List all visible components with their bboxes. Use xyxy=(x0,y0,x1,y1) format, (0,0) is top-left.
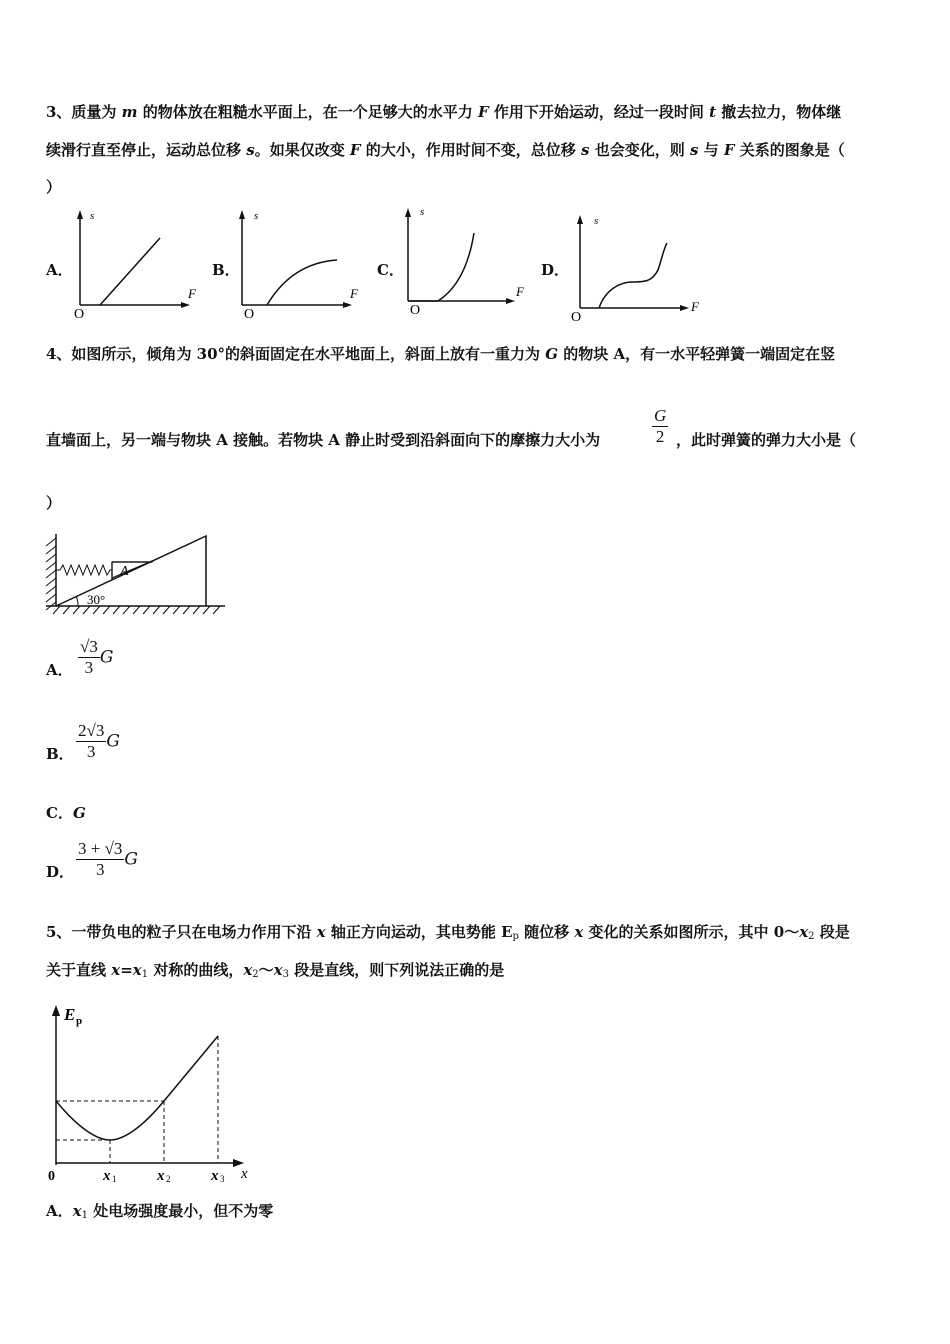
ground-hatch xyxy=(53,606,220,614)
q4-option-d-expr xyxy=(76,839,138,880)
q4-option-b-label: B． xyxy=(46,745,74,763)
curve xyxy=(438,233,474,301)
q5-stem-line-2 xyxy=(46,960,504,985)
var-G: G xyxy=(99,647,114,668)
subscript: p xyxy=(512,931,519,942)
q4-option-c xyxy=(46,803,86,823)
var-x: x xyxy=(273,961,283,979)
q4-option-b-expr xyxy=(76,721,120,762)
var-G: G xyxy=(72,804,86,822)
var-F: F xyxy=(723,141,735,159)
text: 的大小，作用时间不变，总位移 xyxy=(360,141,582,159)
curve xyxy=(599,243,667,308)
text: 与 xyxy=(698,141,724,159)
subscript: 2 xyxy=(808,931,815,942)
q3-option-b-label: B． xyxy=(212,261,240,279)
x-arrow-icon xyxy=(181,302,190,308)
q3-option-a-label: A． xyxy=(46,261,73,279)
angle-arc xyxy=(76,596,78,606)
fraction-numerator: G xyxy=(654,406,667,425)
text: 轴正方向运动，其电势能 E xyxy=(325,923,513,941)
x-label: F xyxy=(350,286,358,301)
y-label: E xyxy=(64,1005,76,1024)
text: 直墙面上，另一端与物块 A 接触。若物块 A 静止时受到沿斜面向下的摩擦力大小为 xyxy=(46,431,601,449)
q4-stem-line-2-end: ，此时弹簧的弹力大小是（ xyxy=(676,431,857,449)
y-label: s xyxy=(90,210,95,222)
incline xyxy=(56,536,206,606)
subscript: 3 xyxy=(282,969,289,980)
fraction-denominator: 3 xyxy=(76,859,124,880)
x-arrow-icon xyxy=(506,298,515,304)
angle-label: 30° xyxy=(87,592,106,607)
y-label: s xyxy=(420,206,425,218)
tick-x2: x xyxy=(157,1168,165,1184)
curve xyxy=(267,260,337,305)
var-s: s xyxy=(246,141,255,159)
q4-stem-line-2 xyxy=(46,430,600,450)
x-arrow-icon xyxy=(343,302,352,308)
text: 随位移 xyxy=(518,923,575,941)
x-arrow-icon xyxy=(680,305,689,311)
var-F: F xyxy=(349,141,361,159)
text: 。如果仅改变 xyxy=(254,141,350,159)
ep-curve xyxy=(56,1101,164,1140)
option-label: C． xyxy=(46,804,73,822)
fraction-numerator: √3 xyxy=(80,637,98,656)
var-x: x xyxy=(243,961,253,979)
block-a xyxy=(112,561,152,578)
var-s: s xyxy=(689,141,699,159)
q4-fraction-g-over-2 xyxy=(652,406,668,447)
curve xyxy=(100,238,160,305)
var-x: x xyxy=(111,961,121,979)
q3-stem-line-2 xyxy=(46,140,845,160)
q4-option-a-label: A． xyxy=(46,661,73,679)
q4-stem-line-1 xyxy=(46,344,835,364)
q4-option-d-label: D． xyxy=(46,863,75,881)
var-t: t xyxy=(709,103,717,121)
text: 续滑行直至停止，运动总位移 xyxy=(46,141,247,159)
var-G: G xyxy=(545,345,559,363)
y-label: s xyxy=(594,215,599,227)
subscript: 1 xyxy=(141,969,149,980)
y-label: s xyxy=(254,210,259,222)
q5-stem-line-1 xyxy=(46,922,850,947)
q4-incline-figure xyxy=(40,530,230,620)
tick-x1-sub: 1 xyxy=(112,1174,117,1184)
y-arrow-icon xyxy=(77,210,83,219)
q3-graph-d xyxy=(564,210,704,325)
x-label: F xyxy=(516,284,524,299)
fraction-denominator: 3 xyxy=(78,657,100,678)
var-x: x xyxy=(72,1202,82,1220)
text: 变化的关系如图所示，其中 0～ xyxy=(583,923,800,941)
x-label: F xyxy=(188,286,196,301)
x-label: x xyxy=(241,1166,248,1182)
fraction-denominator: 2 xyxy=(652,426,668,447)
block-label: A xyxy=(120,564,129,579)
text: 也会变化，则 xyxy=(589,141,690,159)
fraction-denominator: 3 xyxy=(76,741,106,762)
origin-label: O xyxy=(410,303,421,318)
q5-option-a xyxy=(46,1201,273,1226)
text: ～ xyxy=(258,961,274,979)
y-arrow-icon xyxy=(577,215,583,224)
q4-stem-line-3: ） xyxy=(46,494,62,512)
tick-x3: x xyxy=(211,1168,219,1184)
origin-label: O xyxy=(571,310,582,325)
text: 5、一带负电的粒子只在电场力作用下沿 xyxy=(46,923,317,941)
text: 的物体放在粗糙水平面上，在一个足够大的水平力 xyxy=(137,103,478,121)
text: 关于直线 xyxy=(46,961,112,979)
origin-label: O xyxy=(244,307,255,322)
var-s: s xyxy=(581,141,590,159)
y-arrow-icon xyxy=(239,210,245,219)
text: 关系的图象是（ xyxy=(734,141,845,159)
x-label: F xyxy=(691,299,699,314)
y-arrow-icon xyxy=(52,1005,60,1016)
text: = xyxy=(120,961,133,979)
fraction-numerator: 2√3 xyxy=(78,721,105,740)
origin-label: 0 xyxy=(48,1169,55,1184)
var-m: m xyxy=(121,103,138,121)
tick-x3-sub: 3 xyxy=(220,1174,225,1184)
origin-label: O xyxy=(74,307,85,322)
text: 3、质量为 xyxy=(46,103,122,121)
y-arrow-icon xyxy=(405,208,411,217)
text: 段是直线，则下列说法正确的是 xyxy=(289,961,505,979)
text: 4、如图所示，倾角为 30°的斜面固定在水平地面上，斜面上放有一重力为 xyxy=(46,345,546,363)
subscript: 2 xyxy=(252,969,259,980)
var-G: G xyxy=(124,849,139,870)
var-x: x xyxy=(574,923,584,941)
fraction-numerator: 3 + √3 xyxy=(78,839,123,858)
wall-hatch xyxy=(46,538,56,610)
q3-graph-c xyxy=(398,203,528,318)
tick-x1: x xyxy=(103,1168,111,1184)
q3-graph-b xyxy=(232,205,362,320)
q3-option-c-label: C． xyxy=(377,261,404,279)
text: 撤去拉力，物体继 xyxy=(716,103,842,121)
option-label: A． xyxy=(46,1202,73,1220)
q3-option-d-label: D． xyxy=(541,261,570,279)
q3-graph-a xyxy=(70,205,200,320)
text: 对称的曲线， xyxy=(148,961,244,979)
option-text: 处电场强度最小，但不为零 xyxy=(87,1202,274,1220)
subscript: 1 xyxy=(81,1210,88,1221)
var-x: x xyxy=(799,923,809,941)
spring xyxy=(56,565,112,575)
text: 段是 xyxy=(814,923,850,941)
var-F: F xyxy=(478,103,489,121)
guide-lines xyxy=(56,1036,218,1163)
q3-stem-line-3: ） xyxy=(46,178,62,196)
var-G: G xyxy=(106,731,120,752)
q5-ep-graph xyxy=(40,1000,260,1185)
var-x: x xyxy=(316,923,326,941)
var-x: x xyxy=(132,961,142,979)
text: 作用下开始运动，经过一段时间 xyxy=(488,103,710,121)
y-label-sub: p xyxy=(76,1015,83,1027)
tick-x2-sub: 2 xyxy=(166,1174,171,1184)
q3-stem-line-1 xyxy=(46,102,841,122)
ep-line xyxy=(164,1036,218,1101)
q4-option-a-expr xyxy=(78,637,113,678)
text: 的物块 A，有一水平轻弹簧一端固定在竖 xyxy=(558,345,836,363)
